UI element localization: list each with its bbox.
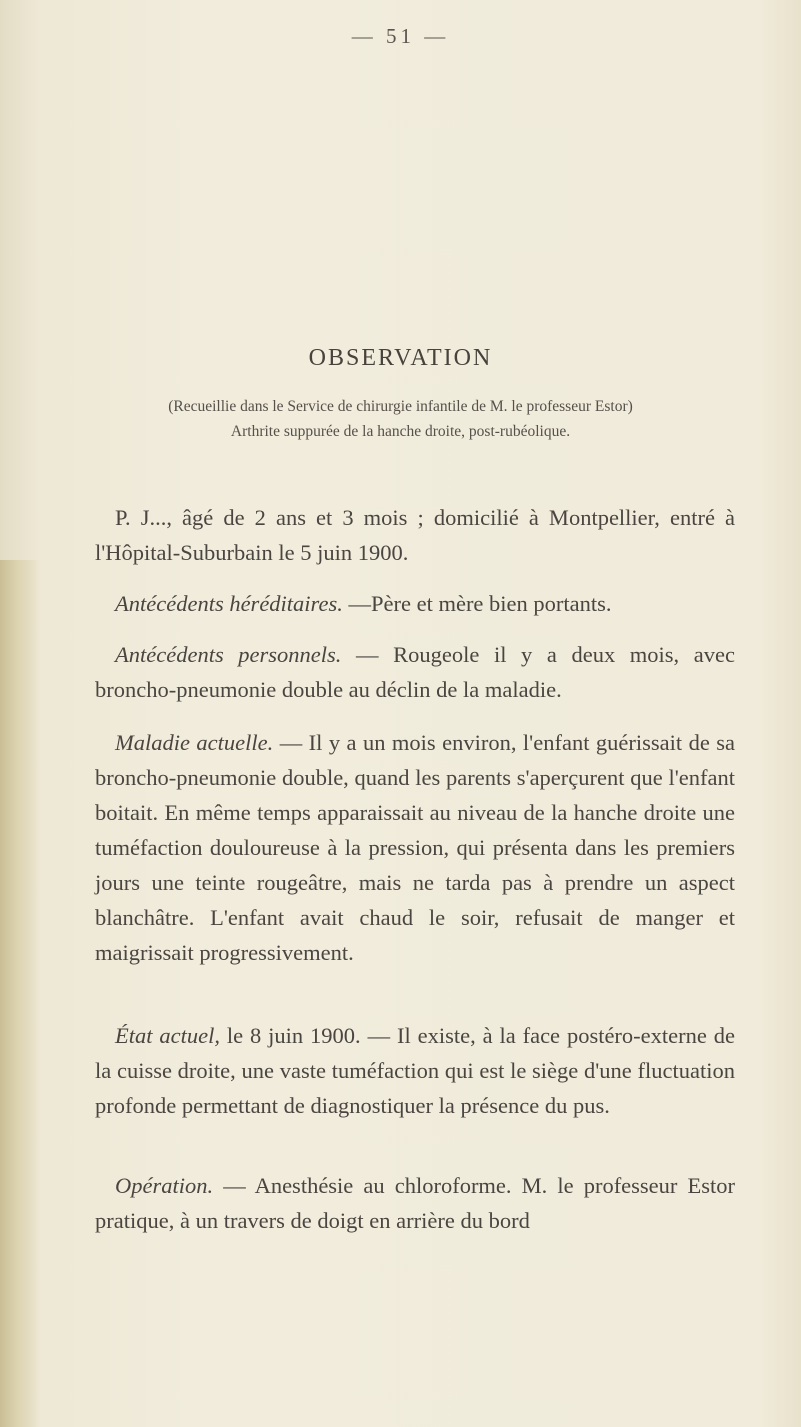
illness-label: Maladie actuelle. [115,730,274,755]
personal-label: Antécédents personnels. [115,642,342,667]
state-paragraph [95,1018,735,1123]
hereditary-label: Antécédents héréditaires. [115,591,343,616]
illness-text: — Il y a un mois environ, l'enfant guérissait de sa broncho-pneumonie double, quand les parents s'aperçurent que l'enfant boitait. En même temps apparaissait au niveau de la hanche droite une tuméfaction douloureuse à la pression, qui présenta dans les premiers jours une teinte rougeâtre, mais ne tarda pas à prendre un aspect blanchâtre. L'enfant avait chaud le soir, refusait de manger et maigrissait progressivement. [95,730,735,965]
illness-paragraph [95,725,735,970]
page-number: — 51 — [351,24,450,48]
operation-paragraph [95,1168,735,1238]
personal-paragraph [95,637,735,707]
page-edge-stain [0,560,40,1427]
hereditary-text: —Père et mère bien portants. [342,591,612,616]
personal-text: — Rougeole il y a deux mois, avec broncho-pneumonie double au déclin de la maladie. [95,642,735,702]
hereditary-paragraph [95,586,735,621]
patient-paragraph [95,500,735,570]
operation-label: Opération. [115,1173,214,1198]
patient-text: P. J..., âgé de 2 ans et 3 mois ; domicilié à Montpellier, entré à l'Hôpital-Suburbain le 5 juin 1900. [95,505,735,565]
observation-subtitle-source: (Recueillie dans le Service de chirurgie infantile de M. le professeur Estor) [168,398,633,415]
state-text: le 8 juin 1900. — Il existe, à la face postéro-externe de la cuisse droite, une vaste tuméfaction qui est le siège d'une fluctuation profonde permettant de diagnostiquer la présence du pus. [95,1023,735,1118]
operation-text: — Anesthésie au chloroforme. M. le professeur Estor pratique, à un travers de doigt en arrière du bord [95,1173,735,1233]
observation-subtitle-diagnosis: Arthrite suppurée de la hanche droite, post-rubéolique. [230,423,571,440]
state-label: État actuel, [115,1023,220,1048]
observation-title: OBSERVATION [308,345,493,371]
